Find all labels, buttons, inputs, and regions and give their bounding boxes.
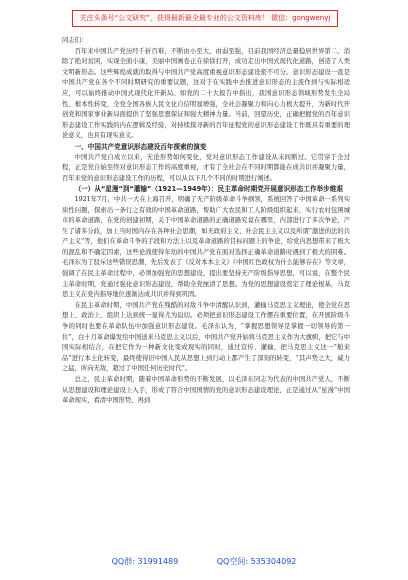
intro-paragraph: 百年来中国共产党历经千折百难，不断由小至大、由弱至强，目前我国经济总量稳居世界第二，消除了绝对贫困，实现全面小康，美丽中国画卷正在徐徐打开，成功走出中国式现代化道路，创造了人类文明新形态。这些辉煌成就的取得与中国共产党高度重视意识形态建设密不可分。意识形态建设一直是中国共产党在各个不同时期研究的重要议题，这对于在实践中去推进意识形态的主流作到与实际相适应，可以始终推动中国式现代化开新局。如党的二十大报告中指出，我国意识形态领域形势发生全局性、根本性转变，全党全国各族人民文化自信明显增强，全社会凝聚力和向心力极大提升，为新时代开创党和国家事业新局面提供了坚强思想保证和强大精神力量。当前，回望历史，正确把握党的百年意识形态建设工作实践的内在逻辑及经验，对持续探寻新的百年征程党的意识形态建设工作既具有重要的理论意义，也具有现实意义。 [62, 47, 350, 140]
contact-footer [0, 556, 408, 567]
section-1-heading: 一、中国共产党意识形态建设百年探索的演变 [74, 142, 207, 151]
subsection-1-heading: （一）从“星漫”到“灌输”（1921—1949年）：民主革命时期党开展意识形态工作举步维艰 [74, 185, 343, 194]
section-1-paragraph: 中国共产党自成立以来，无论形势如何变化，党对意识形态工作建设从未间断过。它贯穿于全过程，正是党自始至终对意识形态工作的高度重视，才有了全社会在不同时期都能在成共识并凝聚力量，百年来党的意识形态建设工作的历程，可以从以下几个不同的时期进行阐述。 [62, 153, 350, 182]
subsection-1-paragraph-3: 总之，民主革命时期，随着中国革命形势的不断发展，以毛泽东同志为代表的中国共产党人，不断从思想建设和理论建设上入手，形成了符合中国国情的党的意识形态建设理论，正是通过从“星漫”中国革命现实，看清中国形势，再到 [62, 376, 350, 405]
subsection-1-paragraph-2: 在民主革命时期，中国共产党在残酷的对敌斗争中清醒认识到，灌输马克思主义理论，使全党在思想上、政治上、组织上达到统一显得尤为迫切。必须把意识形态建设工作摆在重要位置，在开展阶级斗争的同时也要在革命队伍中加强意识形态建设。毛泽东认为，“掌握思想领导是掌握一切领导的第一位”，白十月革命爆发给中国送来马克思主义以后，中国共产党开始将马克思主义作为大旗帜，把它与中国实际相结合，在把它作为一种新文化变成现实的同时，通过宣传、灌输，把马克思主义这一“舶来品”进行本土化转变，最终使得旧中国人民从思想上到行动上都产生了深刻的转变，“其声势之大，威力之猛，所向无敌，超过了中国任何历史时代”。 [62, 301, 350, 373]
subsection-1-paragraph-1: 1921年7月，中共一大在上海召开，明确了无产阶级革命斗争纲领，系统回答了中国革命一系列实质性问题，探索出一条行之有效的中国革命道路，帮助广大农民和工人阶级组织起来，实行农村包围城市的革命道路，在党的创建初期，关于中国革命道路的正确道路究竟在哪里，内部进行了多次争论，产生了诸多分歧，加上当时国内存在各种社会思潮，如无政府主义、社会民主主义以及所谓“激进的法的共产主义”等，他们在革命斗争的手段和方法上以及革命道路的目标问题上的争论，给党内思想带来了极大的混乱和不确定因素，这些论战使得年幼的中国共产党在面对选择正确革命道路时遇到了极大的困难。毛泽东为了驳斥这些错误思潮，先后发表了《反对本本主义》《中国红色政权为什么能够存在》等文章，强调了在民主革命过程中，必须加强党的思想建设，提出要坚持无产阶级指导思想，可以说，在整个民主革命时期，党通过强化意识形态建设，帮助全党厘清了思想。为党的思想建设奠定了理论根基，马克思主义在党内指导地位逐渐达成共识并得到巩固。 [62, 195, 350, 299]
salutation: 同志们： [62, 37, 88, 44]
promo-banner: 关注头条号“公文研究”，获得最新最全最专业的公文资料库！ 微信：gongwenyj [72, 10, 338, 27]
qq-group: QQ群: 31991489 [111, 557, 179, 566]
qq-space: QQ空间: 535304092 [216, 557, 297, 566]
document-body [62, 36, 350, 407]
